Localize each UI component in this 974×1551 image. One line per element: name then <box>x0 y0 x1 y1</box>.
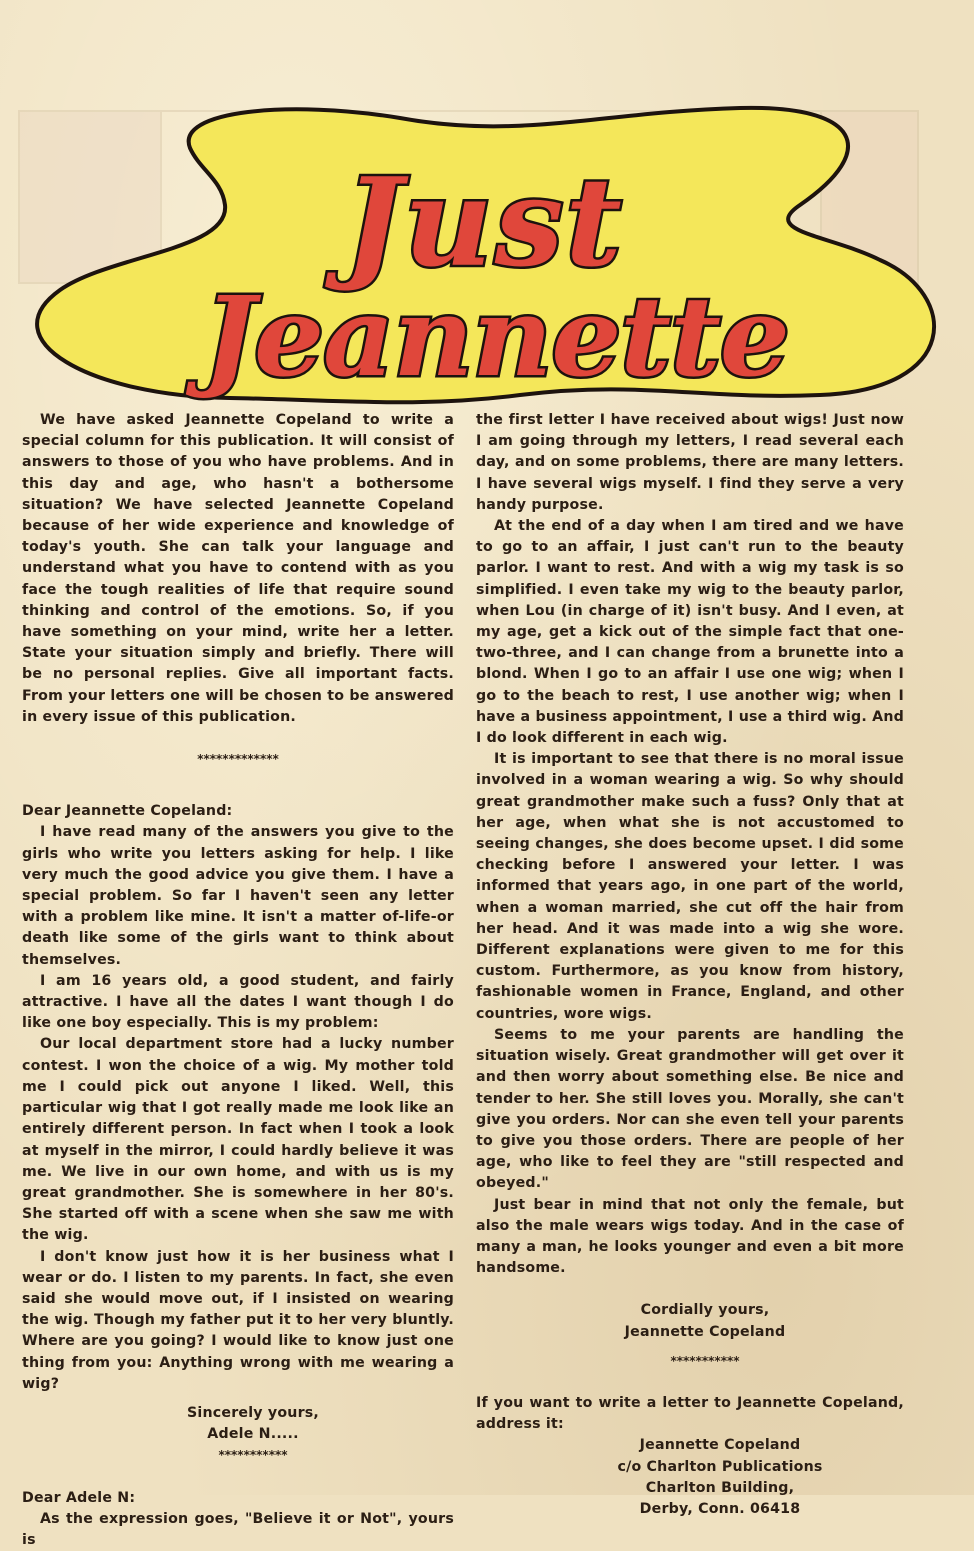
reply-first-paragraph-continued: the first letter I have received about wigs! Just now I am going through my letters, I read several each day, and on some problems, there are many letters. I have several wigs myself. I find they serve a very handy purpose. <box>476 412 904 513</box>
letter-paragraph: I am 16 years old, a good student, and fairly attractive. I have all the dates I want though I do like one boy especially. This is my problem: <box>22 972 454 1032</box>
address-line: c/o Charlton Publications <box>617 1458 823 1475</box>
address-line: Derby, Conn. 06418 <box>639 1500 801 1517</box>
letter-salutation: Dear Jeannette Copeland: <box>22 803 233 820</box>
divider-stars: *********** <box>218 1448 288 1463</box>
reply-paragraph: At the end of a day when I am tired and we have to go to an affair, I just can't run to the beauty parlor. I want to rest. And with a wig my task is so simplified. I even take my wig to the beauty parlor, when Lou (in charge of it) isn't busy. And I even, at my age, get a kick out of the simple fact that one-two-three, and I can change from a brunette into a blond. When I go to an affair I use one wig; when I go to the beach to rest, I use another wig; when I have a business appointment, I use a third wig. And I do look different in each wig. <box>476 518 904 747</box>
right-column <box>476 410 904 1520</box>
address-line: Charlton Building, <box>645 1479 795 1496</box>
letter-paragraph: Our local department store had a lucky number contest. I won the choice of a wig. My mother told me I could pick out anyone I liked. Well, this particular wig that I got really made me look like an entirely different person. In fact when I took a look at myself in the mirror, I could hardly believe it was me. We live in our own home, and with us is my great grandmother. She is somewhere in her 80's. She started off with a scene when she saw me with the wig. <box>22 1036 454 1244</box>
letter-closing: Sincerely yours, <box>186 1404 319 1421</box>
divider-stars: ************* <box>197 752 279 767</box>
reply-salutation: Dear Adele N: <box>22 1489 136 1506</box>
title-line2: Jeannette <box>203 272 789 401</box>
intro-paragraph: We have asked Jeannette Copeland to write a special column for this publication. It will consist of answers to those of you who have problems. And in this day and age, who hasn't a bothersome situation? We have selected Jeannette Copeland because of her wide experience and knowledge of today's youth. She can talk your language and understand what you have to contend with as you face the tough realities of life that require sound thinking and control of the emotions. So, if you have something on your mind, write her a letter. State your situation simply and briefly. There will be no personal replies. Give all important facts. From your letters one will be chosen to be answered in every issue of this publication. <box>22 412 454 725</box>
reply-closing: Cordially yours, <box>640 1302 770 1319</box>
divider-stars: *********** <box>670 1353 740 1368</box>
address-line: Jeannette Copeland <box>639 1437 801 1454</box>
reply-first-paragraph: As the expression goes, "Believe it or Not", yours is <box>22 1510 454 1548</box>
letter-signer: Adele N..... <box>207 1426 299 1443</box>
reply-paragraph: It is important to see that there is no moral issue involved in a woman wearing a wig. So why should great grandmother make such a fuss? Only that at her age, when what she is not accustomed to seeing changes, she does become upset. I did some checking before I answered your letter. I was informed that years ago, in one part of the world, when a woman married, she cut off the hair from her head. And it was made into a wig she wore. Different explanations were given to me for this custom. Furthermore, as you know from history, fashionable women in France, England, and other countries, wore wigs. <box>476 751 904 1022</box>
title-line1: Just <box>344 150 624 294</box>
reply-signer: Jeannette Copeland <box>624 1323 786 1340</box>
title-balloon <box>0 95 974 425</box>
reply-paragraph: Seems to me your parents are handling the situation wisely. Great grandmother will get over it and then worry about something else. Be nice and tender to her. She still loves you. Morally, she can't give you orders. Nor can she even tell your parents to give you those orders. There are people of her age, who like to feel they are "still respected and obeyed." <box>476 1026 904 1192</box>
address-intro: If you want to write a letter to Jeannette Copeland, address it: <box>476 1394 904 1433</box>
letter-paragraph: I have read many of the answers you give to the girls who write you letters asking for help. I like very much the good advice you give them. I have a special problem. So far I haven't seen any letter with a problem like mine. It isn't a matter of-life-or death like some of the girls want to think about themselves. <box>22 824 454 968</box>
letter-paragraph: I don't know just how it is her business what I wear or do. I listen to my parents. In fact, she even said she would move out, if I insisted on wearing the wig. Though my father put it to her very bluntly. Where are you going? I would like to know just one thing from you: Anything wrong with me wearing a wig? <box>22 1248 454 1392</box>
reply-paragraph: Just bear in mind that not only the female, but also the male wears wigs today. And in the case of many a man, he looks younger and even a bit more handsome. <box>476 1196 904 1277</box>
left-column <box>22 410 454 1551</box>
